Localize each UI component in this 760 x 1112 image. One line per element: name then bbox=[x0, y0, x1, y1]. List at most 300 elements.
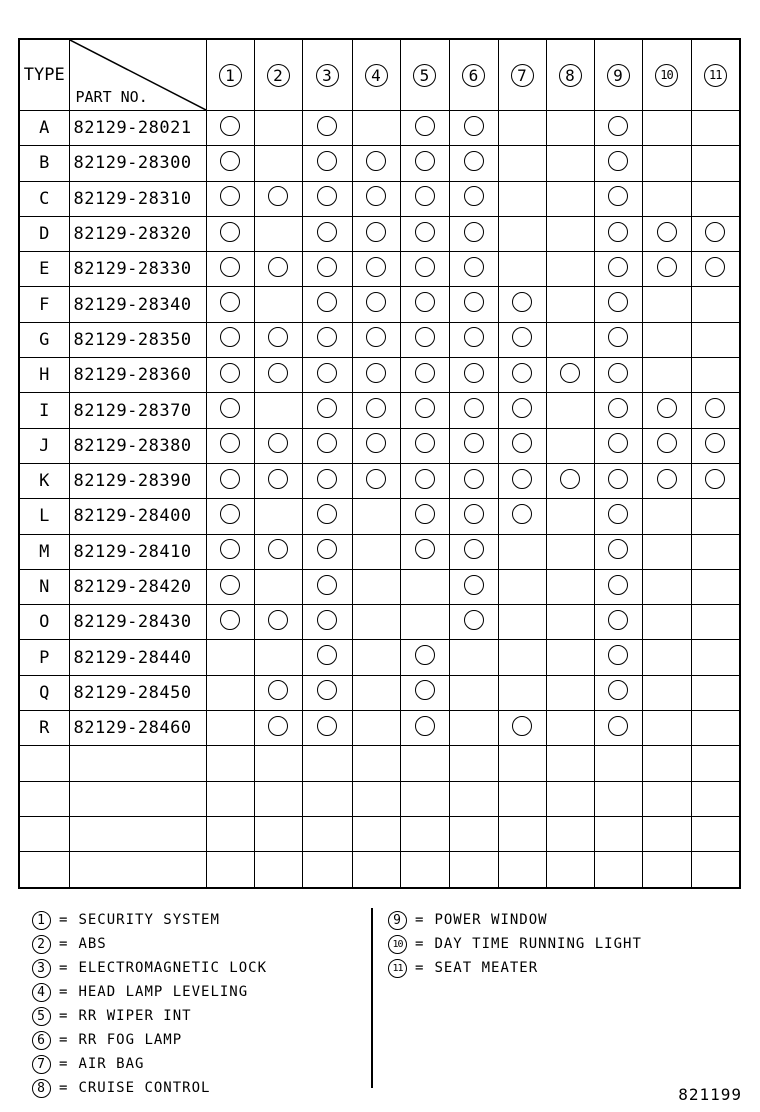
option-cell-7 bbox=[498, 711, 546, 746]
option-cell-2 bbox=[254, 463, 302, 498]
option-cell-6 bbox=[449, 711, 498, 746]
option-cell-4 bbox=[352, 852, 400, 888]
option-cell-11 bbox=[691, 393, 740, 428]
circle-mark-icon bbox=[317, 539, 337, 559]
type-cell: M bbox=[19, 534, 69, 569]
circle-mark-icon bbox=[608, 504, 628, 524]
option-cell-11 bbox=[691, 816, 740, 851]
option-cell-5 bbox=[400, 605, 449, 640]
part-number-cell bbox=[69, 816, 206, 851]
option-cell-1 bbox=[206, 640, 254, 675]
legend-item bbox=[388, 908, 642, 932]
option-cell-7 bbox=[498, 111, 546, 146]
type-cell bbox=[19, 781, 69, 816]
option-cell-4 bbox=[352, 534, 400, 569]
circle-mark-icon bbox=[317, 645, 337, 665]
circle-mark-icon bbox=[705, 257, 725, 277]
circled-number-icon: 1 bbox=[219, 64, 242, 87]
circle-mark-icon bbox=[608, 433, 628, 453]
option-cell-9 bbox=[594, 322, 642, 357]
option-cell-10 bbox=[642, 216, 691, 251]
circle-mark-icon bbox=[608, 680, 628, 700]
type-cell: D bbox=[19, 216, 69, 251]
circled-number-icon: 6 bbox=[462, 64, 485, 87]
option-cell-3 bbox=[302, 428, 352, 463]
option-cell-8 bbox=[546, 146, 594, 181]
option-cell-9 bbox=[594, 463, 642, 498]
type-cell bbox=[19, 852, 69, 888]
option-cell-5 bbox=[400, 393, 449, 428]
option-cell-4 bbox=[352, 816, 400, 851]
circle-mark-icon bbox=[317, 716, 337, 736]
option-cell-7 bbox=[498, 252, 546, 287]
option-cell-4 bbox=[352, 781, 400, 816]
circle-mark-icon bbox=[657, 398, 677, 418]
option-cell-10 bbox=[642, 711, 691, 746]
option-cell-6 bbox=[449, 569, 498, 604]
option-cell-7 bbox=[498, 852, 546, 888]
option-cell-10 bbox=[642, 393, 691, 428]
circle-mark-icon bbox=[268, 716, 288, 736]
legend-left bbox=[32, 908, 267, 1100]
option-cell-11 bbox=[691, 322, 740, 357]
figure-code: 821199 bbox=[678, 1085, 742, 1104]
legend-item bbox=[32, 1076, 267, 1100]
legend-text: SECURITY SYSTEM bbox=[78, 912, 220, 928]
option-cell-11 bbox=[691, 605, 740, 640]
table-row bbox=[19, 605, 740, 640]
option-cell-8 bbox=[546, 181, 594, 216]
option-cell-11 bbox=[691, 640, 740, 675]
circle-mark-icon bbox=[608, 151, 628, 171]
option-cell-5 bbox=[400, 534, 449, 569]
option-cell-3 bbox=[302, 287, 352, 322]
legend-item bbox=[32, 932, 267, 956]
type-cell: J bbox=[19, 428, 69, 463]
part-number-cell: 82129-28310 bbox=[69, 181, 206, 216]
option-cell-7 bbox=[498, 287, 546, 322]
option-cell-4 bbox=[352, 358, 400, 393]
option-cell-10 bbox=[642, 781, 691, 816]
option-cell-2 bbox=[254, 287, 302, 322]
circle-mark-icon bbox=[608, 398, 628, 418]
option-cell-4 bbox=[352, 605, 400, 640]
circled-number-icon: 11 bbox=[388, 959, 407, 978]
circle-mark-icon bbox=[268, 433, 288, 453]
circle-mark-icon bbox=[560, 363, 580, 383]
option-cell-2 bbox=[254, 605, 302, 640]
option-cell-11 bbox=[691, 358, 740, 393]
column-header-3 bbox=[302, 39, 352, 111]
option-cell-1 bbox=[206, 146, 254, 181]
option-cell-3 bbox=[302, 569, 352, 604]
legend-equals: = bbox=[59, 936, 69, 952]
option-cell-9 bbox=[594, 675, 642, 710]
option-cell-4 bbox=[352, 463, 400, 498]
option-cell-6 bbox=[449, 111, 498, 146]
type-cell: K bbox=[19, 463, 69, 498]
legend-item bbox=[32, 956, 267, 980]
circle-mark-icon bbox=[415, 363, 435, 383]
circle-mark-icon bbox=[608, 469, 628, 489]
circle-mark-icon bbox=[366, 257, 386, 277]
option-cell-2 bbox=[254, 640, 302, 675]
circle-mark-icon bbox=[464, 433, 484, 453]
part-number-cell: 82129-28390 bbox=[69, 463, 206, 498]
circle-mark-icon bbox=[705, 398, 725, 418]
option-cell-10 bbox=[642, 499, 691, 534]
circle-mark-icon bbox=[220, 575, 240, 595]
type-header: TYPE bbox=[19, 39, 69, 111]
option-cell-5 bbox=[400, 499, 449, 534]
circle-mark-icon bbox=[317, 186, 337, 206]
legend-text: CRUISE CONTROL bbox=[78, 1080, 211, 1096]
circle-mark-icon bbox=[464, 222, 484, 242]
circle-mark-icon bbox=[608, 610, 628, 630]
circled-number-icon: 2 bbox=[32, 935, 51, 954]
circled-number-icon: 10 bbox=[388, 935, 407, 954]
option-cell-9 bbox=[594, 287, 642, 322]
option-cell-3 bbox=[302, 322, 352, 357]
circle-mark-icon bbox=[317, 610, 337, 630]
option-cell-6 bbox=[449, 358, 498, 393]
option-cell-9 bbox=[594, 605, 642, 640]
option-cell-8 bbox=[546, 675, 594, 710]
option-cell-2 bbox=[254, 322, 302, 357]
option-cell-8 bbox=[546, 393, 594, 428]
circle-mark-icon bbox=[464, 186, 484, 206]
parts-table bbox=[18, 38, 741, 889]
option-cell-1 bbox=[206, 181, 254, 216]
option-cell-8 bbox=[546, 322, 594, 357]
option-cell-3 bbox=[302, 816, 352, 851]
option-cell-3 bbox=[302, 111, 352, 146]
option-cell-5 bbox=[400, 322, 449, 357]
legend-item bbox=[32, 1052, 267, 1076]
option-cell-3 bbox=[302, 534, 352, 569]
option-cell-7 bbox=[498, 675, 546, 710]
circled-number-icon: 1 bbox=[32, 911, 51, 930]
circle-mark-icon bbox=[366, 433, 386, 453]
option-cell-2 bbox=[254, 252, 302, 287]
option-cell-5 bbox=[400, 746, 449, 781]
circle-mark-icon bbox=[415, 433, 435, 453]
legend-item bbox=[388, 932, 642, 956]
circled-number-icon: 3 bbox=[316, 64, 339, 87]
option-cell-4 bbox=[352, 111, 400, 146]
table-row bbox=[19, 252, 740, 287]
option-cell-4 bbox=[352, 428, 400, 463]
circle-mark-icon bbox=[464, 363, 484, 383]
circle-mark-icon bbox=[220, 292, 240, 312]
option-cell-3 bbox=[302, 852, 352, 888]
option-cell-3 bbox=[302, 640, 352, 675]
circle-mark-icon bbox=[220, 504, 240, 524]
circled-number-icon: 8 bbox=[32, 1079, 51, 1098]
option-cell-6 bbox=[449, 322, 498, 357]
option-cell-9 bbox=[594, 852, 642, 888]
option-cell-4 bbox=[352, 746, 400, 781]
option-cell-5 bbox=[400, 569, 449, 604]
option-cell-1 bbox=[206, 111, 254, 146]
part-number-cell: 82129-28380 bbox=[69, 428, 206, 463]
option-cell-3 bbox=[302, 499, 352, 534]
part-number-cell: 82129-28370 bbox=[69, 393, 206, 428]
circle-mark-icon bbox=[464, 327, 484, 347]
circle-mark-icon bbox=[268, 539, 288, 559]
option-cell-4 bbox=[352, 711, 400, 746]
circle-mark-icon bbox=[608, 222, 628, 242]
legend-equals: = bbox=[415, 912, 425, 928]
option-cell-8 bbox=[546, 463, 594, 498]
option-cell-7 bbox=[498, 393, 546, 428]
circle-mark-icon bbox=[415, 151, 435, 171]
option-cell-9 bbox=[594, 428, 642, 463]
option-cell-1 bbox=[206, 322, 254, 357]
circle-mark-icon bbox=[512, 363, 532, 383]
option-cell-1 bbox=[206, 393, 254, 428]
option-cell-7 bbox=[498, 569, 546, 604]
circle-mark-icon bbox=[608, 257, 628, 277]
legend-right bbox=[388, 908, 642, 980]
legend-text: DAY TIME RUNNING LIGHT bbox=[434, 936, 642, 952]
option-cell-7 bbox=[498, 640, 546, 675]
part-number-cell: 82129-28430 bbox=[69, 605, 206, 640]
option-cell-8 bbox=[546, 287, 594, 322]
option-cell-3 bbox=[302, 252, 352, 287]
option-cell-6 bbox=[449, 534, 498, 569]
option-cell-3 bbox=[302, 146, 352, 181]
option-cell-4 bbox=[352, 216, 400, 251]
table-row bbox=[19, 499, 740, 534]
table-row bbox=[19, 358, 740, 393]
circled-number-icon: 3 bbox=[32, 959, 51, 978]
option-cell-1 bbox=[206, 852, 254, 888]
circle-mark-icon bbox=[464, 575, 484, 595]
legend-item bbox=[32, 908, 267, 932]
circle-mark-icon bbox=[220, 469, 240, 489]
part-number-cell: 82129-28330 bbox=[69, 252, 206, 287]
circle-mark-icon bbox=[317, 151, 337, 171]
option-cell-8 bbox=[546, 216, 594, 251]
circled-number-icon: 2 bbox=[267, 64, 290, 87]
option-cell-5 bbox=[400, 358, 449, 393]
type-cell: H bbox=[19, 358, 69, 393]
option-cell-2 bbox=[254, 675, 302, 710]
part-number-cell: 82129-28420 bbox=[69, 569, 206, 604]
option-cell-8 bbox=[546, 499, 594, 534]
legend-item bbox=[32, 1004, 267, 1028]
legend-text: POWER WINDOW bbox=[434, 912, 548, 928]
part-number-cell bbox=[69, 781, 206, 816]
circle-mark-icon bbox=[366, 327, 386, 347]
option-cell-10 bbox=[642, 463, 691, 498]
option-cell-1 bbox=[206, 711, 254, 746]
circle-mark-icon bbox=[366, 186, 386, 206]
option-cell-10 bbox=[642, 816, 691, 851]
circle-mark-icon bbox=[415, 504, 435, 524]
option-cell-6 bbox=[449, 393, 498, 428]
option-cell-9 bbox=[594, 252, 642, 287]
column-header-7 bbox=[498, 39, 546, 111]
option-cell-6 bbox=[449, 605, 498, 640]
option-cell-1 bbox=[206, 746, 254, 781]
option-cell-4 bbox=[352, 640, 400, 675]
circle-mark-icon bbox=[317, 398, 337, 418]
option-cell-2 bbox=[254, 816, 302, 851]
legend-item bbox=[32, 1028, 267, 1052]
option-cell-11 bbox=[691, 181, 740, 216]
type-cell: F bbox=[19, 287, 69, 322]
option-cell-7 bbox=[498, 181, 546, 216]
option-cell-3 bbox=[302, 181, 352, 216]
circle-mark-icon bbox=[608, 363, 628, 383]
option-cell-7 bbox=[498, 216, 546, 251]
circle-mark-icon bbox=[608, 186, 628, 206]
circle-mark-icon bbox=[317, 469, 337, 489]
circled-number-icon: 9 bbox=[607, 64, 630, 87]
option-cell-11 bbox=[691, 146, 740, 181]
table-row bbox=[19, 675, 740, 710]
circle-mark-icon bbox=[317, 292, 337, 312]
option-cell-7 bbox=[498, 605, 546, 640]
type-cell: O bbox=[19, 605, 69, 640]
legend-text: SEAT MEATER bbox=[434, 960, 539, 976]
legend-equals: = bbox=[59, 1080, 69, 1096]
option-cell-9 bbox=[594, 746, 642, 781]
option-cell-2 bbox=[254, 781, 302, 816]
circle-mark-icon bbox=[268, 469, 288, 489]
option-cell-10 bbox=[642, 534, 691, 569]
part-number-cell: 82129-28460 bbox=[69, 711, 206, 746]
circle-mark-icon bbox=[512, 327, 532, 347]
circle-mark-icon bbox=[464, 257, 484, 277]
option-cell-5 bbox=[400, 463, 449, 498]
circle-mark-icon bbox=[317, 257, 337, 277]
option-cell-9 bbox=[594, 569, 642, 604]
column-header-9 bbox=[594, 39, 642, 111]
option-cell-3 bbox=[302, 675, 352, 710]
option-cell-10 bbox=[642, 358, 691, 393]
option-cell-11 bbox=[691, 287, 740, 322]
option-cell-10 bbox=[642, 322, 691, 357]
circled-number-icon: 5 bbox=[32, 1007, 51, 1026]
circle-mark-icon bbox=[317, 116, 337, 136]
option-cell-9 bbox=[594, 711, 642, 746]
part-no-header bbox=[69, 39, 206, 111]
option-cell-2 bbox=[254, 499, 302, 534]
option-cell-9 bbox=[594, 393, 642, 428]
column-header-10 bbox=[642, 39, 691, 111]
circle-mark-icon bbox=[366, 222, 386, 242]
circle-mark-icon bbox=[464, 398, 484, 418]
option-cell-10 bbox=[642, 428, 691, 463]
option-cell-6 bbox=[449, 499, 498, 534]
option-cell-11 bbox=[691, 428, 740, 463]
circle-mark-icon bbox=[415, 292, 435, 312]
column-header-11 bbox=[691, 39, 740, 111]
option-cell-11 bbox=[691, 252, 740, 287]
option-cell-2 bbox=[254, 711, 302, 746]
circle-mark-icon bbox=[366, 363, 386, 383]
circle-mark-icon bbox=[268, 610, 288, 630]
option-cell-11 bbox=[691, 781, 740, 816]
circle-mark-icon bbox=[415, 257, 435, 277]
option-cell-8 bbox=[546, 711, 594, 746]
table-row bbox=[19, 534, 740, 569]
option-cell-1 bbox=[206, 675, 254, 710]
option-cell-9 bbox=[594, 534, 642, 569]
option-cell-6 bbox=[449, 640, 498, 675]
circled-number-icon: 4 bbox=[365, 64, 388, 87]
circle-mark-icon bbox=[317, 327, 337, 347]
option-cell-6 bbox=[449, 216, 498, 251]
option-cell-6 bbox=[449, 252, 498, 287]
option-cell-8 bbox=[546, 816, 594, 851]
circle-mark-icon bbox=[657, 469, 677, 489]
option-cell-5 bbox=[400, 640, 449, 675]
option-cell-7 bbox=[498, 322, 546, 357]
part-number-cell: 82129-28021 bbox=[69, 111, 206, 146]
part-number-cell: 82129-28300 bbox=[69, 146, 206, 181]
option-cell-6 bbox=[449, 428, 498, 463]
legend-item bbox=[32, 980, 267, 1004]
circle-mark-icon bbox=[464, 610, 484, 630]
option-cell-7 bbox=[498, 534, 546, 569]
table-row bbox=[19, 393, 740, 428]
option-cell-2 bbox=[254, 181, 302, 216]
circle-mark-icon bbox=[415, 398, 435, 418]
legend-text: RR WIPER INT bbox=[78, 1008, 192, 1024]
option-cell-4 bbox=[352, 252, 400, 287]
option-cell-10 bbox=[642, 605, 691, 640]
option-cell-10 bbox=[642, 746, 691, 781]
option-cell-2 bbox=[254, 358, 302, 393]
option-cell-5 bbox=[400, 216, 449, 251]
circle-mark-icon bbox=[268, 186, 288, 206]
header-row bbox=[19, 39, 740, 111]
option-cell-6 bbox=[449, 781, 498, 816]
option-cell-7 bbox=[498, 816, 546, 851]
option-cell-6 bbox=[449, 181, 498, 216]
table-row bbox=[19, 640, 740, 675]
circle-mark-icon bbox=[415, 680, 435, 700]
circle-mark-icon bbox=[366, 469, 386, 489]
type-cell: B bbox=[19, 146, 69, 181]
part-number-cell: 82129-28340 bbox=[69, 287, 206, 322]
circled-number-icon: 4 bbox=[32, 983, 51, 1002]
type-cell: P bbox=[19, 640, 69, 675]
circle-mark-icon bbox=[220, 327, 240, 347]
option-cell-11 bbox=[691, 675, 740, 710]
option-cell-6 bbox=[449, 463, 498, 498]
option-cell-1 bbox=[206, 216, 254, 251]
circle-mark-icon bbox=[464, 469, 484, 489]
type-cell: R bbox=[19, 711, 69, 746]
option-cell-2 bbox=[254, 746, 302, 781]
circle-mark-icon bbox=[220, 363, 240, 383]
circle-mark-icon bbox=[317, 680, 337, 700]
option-cell-7 bbox=[498, 463, 546, 498]
type-cell: L bbox=[19, 499, 69, 534]
option-cell-2 bbox=[254, 111, 302, 146]
table-row bbox=[19, 428, 740, 463]
circle-mark-icon bbox=[268, 363, 288, 383]
circle-mark-icon bbox=[317, 363, 337, 383]
option-cell-2 bbox=[254, 146, 302, 181]
circle-mark-icon bbox=[415, 469, 435, 489]
circle-mark-icon bbox=[415, 716, 435, 736]
